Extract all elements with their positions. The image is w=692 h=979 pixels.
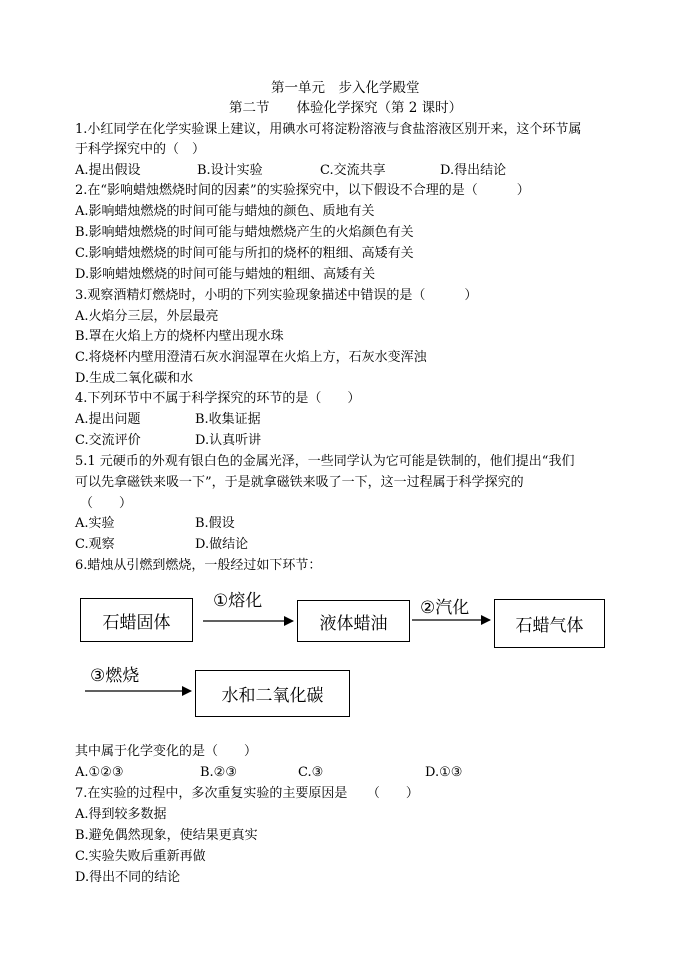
unit-title: 第一单元 步入化学殿堂 <box>271 80 420 96</box>
q7-option-a: A.得到较多数据 <box>75 807 167 822</box>
q2-option-b: B.影响蜡烛燃烧的时间可能与蜡烛燃烧产生的火焰颜色有关 <box>75 225 414 240</box>
q6-option-a: A.①②③ <box>75 765 124 780</box>
q7-option-b: B.避免偶然现象，使结果更真实 <box>75 828 258 843</box>
q2-option-d: D.影响蜡烛燃烧的时间可能与蜡烛的粗细、高矮有关 <box>75 267 376 282</box>
q1-option-a: A.提出假设 <box>75 163 141 178</box>
q7-stem: 7.在实验的过程中，多次重复实验的主要原因是 （ ） <box>75 786 419 801</box>
q3-option-d: D.生成二氧化碳和水 <box>75 371 194 386</box>
q6-option-d: D.①③ <box>425 765 463 780</box>
q1-option-b: B.设计实验 <box>197 163 263 178</box>
q5-stem-line3: （ ） <box>80 496 133 511</box>
q4-stem: 4.下列环节中不属于科学探究的环节的是（ ） <box>75 391 361 406</box>
box-paraffin-gas: 石蜡气体 <box>494 599 605 648</box>
q2-option-a: A.影响蜡烛燃烧的时间可能与蜡烛的颜色、质地有关 <box>75 204 375 219</box>
q2-option-c: C.影响蜡烛燃烧的时间可能与所扣的烧杯的粗细、高矮有关 <box>75 246 414 261</box>
q7-option-d: D.得出不同的结论 <box>75 870 181 885</box>
q6-question: 其中属于化学变化的是（ ） <box>75 744 258 759</box>
q5-option-d: D.做结论 <box>195 537 249 552</box>
q6-option-b: B.②③ <box>200 765 237 780</box>
q4-option-b: B.收集证据 <box>195 412 261 427</box>
q3-option-b: B.罩在火焰上方的烧杯内壁出现水珠 <box>75 329 284 344</box>
box-paraffin-solid: 石蜡固体 <box>80 598 193 642</box>
q5-stem-line2: 可以先拿磁铁来吸一下”，于是就拿磁铁来吸了一下，这一过程属于科学探究的 <box>75 475 524 490</box>
q3-option-c: C.将烧杯内壁用澄清石灰水润湿罩在火焰上方，石灰水变浑浊 <box>75 350 427 365</box>
section-title: 第二节 体验化学探究（第 2 课时） <box>229 100 463 116</box>
q5-option-a: A.实验 <box>75 516 115 531</box>
q4-option-d: D.认真听讲 <box>195 433 262 448</box>
step-vaporizing: ②汽化 <box>420 598 470 618</box>
q4-option-a: A.提出问题 <box>75 412 141 427</box>
q2-stem: 2.在“影响蜡烛燃烧时间的因素”的实验探究中，以下假设不合理的是（ ） <box>75 183 530 198</box>
q1-stem-line1: 1.小红同学在化学实验课上建议，用碘水可将淀粉溶液与食盐溶液区别开来，这个环节属 <box>75 122 582 137</box>
q5-option-b: B.假设 <box>195 516 235 531</box>
q6-option-c: C.③ <box>298 765 324 780</box>
q5-stem-line1: 5.1 元硬币的外观有银白色的金属光泽，一些同学认为它可能是铁制的，他们提出“我们 <box>75 454 575 469</box>
q6-stem: 6.蜡烛从引燃到燃烧，一般经过如下环节： <box>75 558 322 573</box>
q5-option-c: C.观察 <box>75 537 115 552</box>
step-burning: ③燃烧 <box>90 666 140 686</box>
q1-stem-line2: 于科学探究中的（ ） <box>75 142 206 157</box>
q1-option-c: C.交流共享 <box>320 163 386 178</box>
q1-option-d: D.得出结论 <box>440 163 507 178</box>
q3-option-a: A.火焰分三层，外层最亮 <box>75 309 219 324</box>
q7-option-c: C.实验失败后重新再做 <box>75 849 206 864</box>
box-liquid-wax: 液体蜡油 <box>297 600 410 642</box>
q3-stem: 3.观察酒精灯燃烧时，小明的下列实验现象描述中错误的是（ ） <box>75 288 478 303</box>
q4-option-c: C.交流评价 <box>75 433 141 448</box>
box-water-co2: 水和二氧化碳 <box>195 670 350 717</box>
step-melting: ①熔化 <box>213 591 263 611</box>
